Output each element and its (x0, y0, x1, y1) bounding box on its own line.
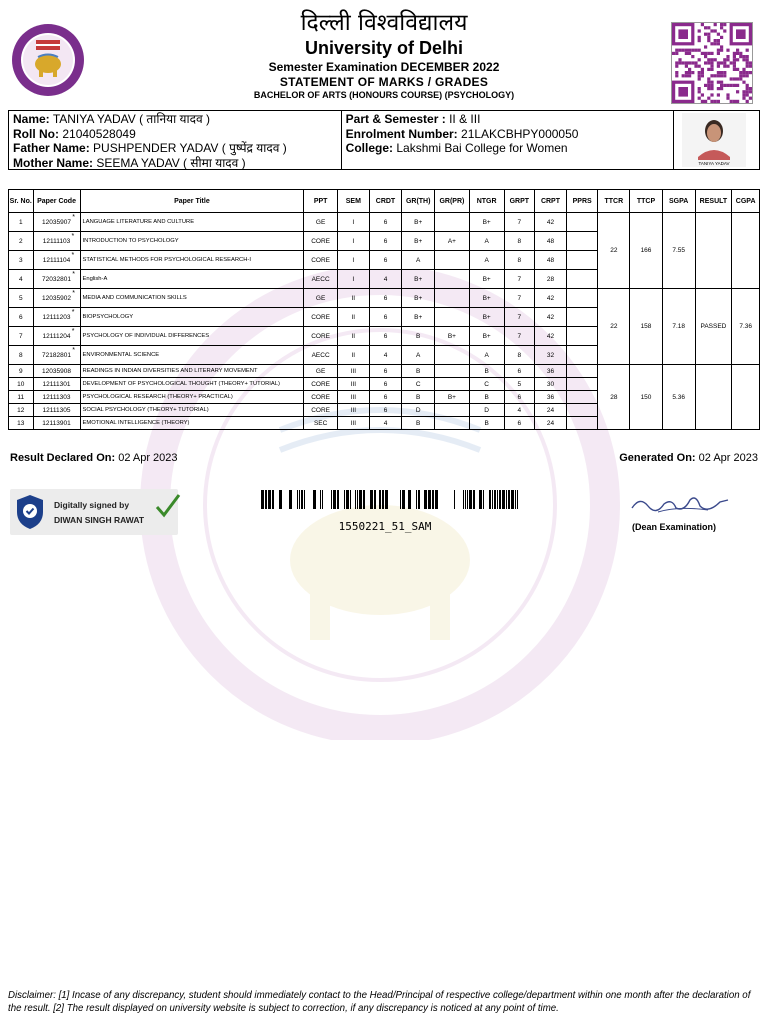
paper-code-value: 12111303 (42, 393, 71, 401)
cell-sr: 11 (9, 391, 34, 404)
student-personal-details (9, 111, 342, 169)
cell-code (33, 232, 80, 251)
cell-ppt: CORE (304, 391, 338, 404)
cell-sem: III (337, 404, 369, 417)
star-mark: * (71, 327, 75, 335)
dean-signature (628, 492, 732, 518)
paper-code-value: 12035908 (42, 367, 71, 375)
cell-grth: B+ (402, 289, 435, 308)
column-header: RESULT (695, 190, 732, 213)
cell-grpt: 8 (504, 346, 535, 365)
cell-sr: 1 (9, 213, 34, 232)
cell-sgpa: 7.55 (662, 213, 695, 289)
digitally-signed-label: Digitally signed by (54, 500, 130, 510)
column-header: TTCP (630, 190, 663, 213)
paper-code (42, 308, 75, 321)
roll-value: 21040528049 (62, 126, 136, 141)
student-academic-details (342, 111, 674, 169)
column-header: NTGR (469, 190, 504, 213)
cell-ttcp: 150 (630, 365, 663, 430)
enrol-label: Enrolment Number: (345, 126, 458, 141)
cell-sr: 3 (9, 251, 34, 270)
cell-grpt: 7 (504, 327, 535, 346)
paper-code (43, 407, 71, 414)
cell-sr: 5 (9, 289, 34, 308)
cell-code (33, 417, 80, 430)
cell-sem: II (337, 346, 369, 365)
cell-crpt: 42 (535, 289, 567, 308)
photo-caption: TANIYA YADAV (698, 161, 730, 166)
cell-grth: A (402, 346, 435, 365)
cell-code (33, 251, 80, 270)
paper-code (42, 270, 75, 283)
cell-ntgr: B+ (469, 308, 504, 327)
paper-code (42, 346, 75, 359)
cell-grpr: A+ (435, 232, 470, 251)
cell-ntgr: D (469, 404, 504, 417)
cell-ntgr: B+ (469, 327, 504, 346)
column-header: PPT (304, 190, 338, 213)
column-header: GR(PR) (435, 190, 470, 213)
paper-code (42, 213, 75, 226)
cell-crdt: 6 (369, 289, 402, 308)
college-label: College: (345, 141, 394, 155)
cell-title: STATISTICAL METHODS FOR PSYCHOLOGICAL RESEARCH-I (80, 251, 304, 270)
paper-code (42, 420, 70, 427)
cell-sem: II (337, 308, 369, 327)
cell-crdt: 6 (369, 232, 402, 251)
cell-grpr (435, 404, 470, 417)
cell-pprs (566, 391, 598, 404)
father-value: PUSHPENDER YADAV ( पुष्पेंद्र यादव ) (93, 141, 287, 155)
cell-ppt: CORE (304, 404, 338, 417)
cell-cgpa: 7.36 (732, 289, 760, 365)
cell-ttcr: 22 (598, 213, 630, 289)
paper-code (42, 327, 75, 340)
cell-sem: I (337, 213, 369, 232)
cell-grpr (435, 417, 470, 430)
cell-grpt: 6 (504, 417, 535, 430)
cell-pprs (566, 346, 598, 365)
cell-code (33, 270, 80, 289)
column-header: Paper Title (80, 190, 304, 213)
cell-pprs (566, 327, 598, 346)
cell-crpt: 48 (535, 232, 567, 251)
declared-label: Result Declared On: (10, 452, 116, 464)
cell-grpt: 7 (504, 270, 535, 289)
cell-code (33, 404, 80, 417)
paper-code (43, 381, 71, 388)
cell-grpr: B+ (435, 327, 470, 346)
cell-sem: I (337, 232, 369, 251)
digital-signature-badge (10, 489, 178, 535)
paper-code-value: 12035902 (42, 294, 71, 302)
dean-examination-label: (Dean Examination) (632, 522, 717, 532)
column-header: CRDT (369, 190, 402, 213)
table-header-row (9, 190, 760, 213)
cell-ppt: CORE (304, 251, 338, 270)
cell-grpr: B+ (435, 391, 470, 404)
photo-cell (673, 111, 759, 169)
cell-grth: D (402, 404, 435, 417)
cell-sr: 4 (9, 270, 34, 289)
star-mark: * (72, 213, 75, 221)
part-row (346, 112, 670, 127)
cell-sem: II (337, 327, 369, 346)
cell-ntgr: A (469, 251, 504, 270)
cell-code (33, 365, 80, 378)
student-photo (682, 113, 746, 167)
cell-grpt: 6 (504, 365, 535, 378)
cell-result: PASSED (695, 289, 732, 365)
cell-crpt: 42 (535, 213, 567, 232)
cell-grpt: 5 (504, 378, 535, 391)
cell-ntgr: B (469, 417, 504, 430)
cell-sr: 2 (9, 232, 34, 251)
university-hindi-name: दिल्ली विश्वविद्यालय (300, 10, 468, 36)
cell-ttcr: 28 (598, 365, 630, 430)
cell-ttcr: 22 (598, 289, 630, 365)
university-logo (10, 22, 86, 98)
cell-ntgr: B (469, 391, 504, 404)
cell-pprs (566, 289, 598, 308)
cell-grth: B (402, 391, 435, 404)
cell-ppt: AECC (304, 346, 338, 365)
verified-shield-icon (14, 493, 46, 531)
father-label: Father Name: (13, 141, 90, 155)
cell-title: English-A (80, 270, 304, 289)
college-value: Lakshmi Bai College for Women (396, 141, 568, 155)
cell-grth: B+ (402, 308, 435, 327)
qr-code (671, 22, 753, 104)
cell-grpt: 8 (504, 232, 535, 251)
paper-code (42, 289, 75, 302)
college-row (346, 141, 670, 156)
part-label: Part & Semester : (345, 112, 446, 126)
cell-sgpa: 5.36 (662, 365, 695, 430)
column-header: SGPA (662, 190, 695, 213)
table-row (9, 289, 760, 308)
cell-grpt: 7 (504, 289, 535, 308)
cell-ntgr: A (469, 232, 504, 251)
cell-crpt: 24 (535, 417, 567, 430)
cell-sem: III (337, 417, 369, 430)
star-mark: * (71, 308, 75, 316)
cell-sem: I (337, 270, 369, 289)
cell-grth: B (402, 365, 435, 378)
table-row (9, 213, 760, 232)
cell-grpr (435, 346, 470, 365)
star-mark: * (72, 346, 75, 354)
cell-ntgr: B+ (469, 289, 504, 308)
cell-code (33, 391, 80, 404)
cell-cgpa (732, 213, 760, 289)
paper-code (42, 232, 75, 245)
cell-pprs (566, 270, 598, 289)
column-header: CGPA (732, 190, 760, 213)
result-generated (619, 452, 758, 464)
paper-code-value: 12035907 (42, 218, 71, 226)
mother-row (13, 156, 337, 171)
cell-grpr (435, 378, 470, 391)
cell-crpt: 32 (535, 346, 567, 365)
cell-title: READINGS IN INDIAN DIVERSITIES AND LITERARY MOVEMENT (80, 365, 304, 378)
cell-pprs (566, 251, 598, 270)
cell-sr: 13 (9, 417, 34, 430)
cell-crpt: 30 (535, 378, 567, 391)
course-name: BACHELOR OF ARTS (HONOURS COURSE) (PSYCHOLOGY) (253, 90, 515, 100)
cell-title: ENVIRONMENTAL SCIENCE (80, 346, 304, 365)
star-mark: * (72, 289, 75, 297)
cell-crdt: 6 (369, 378, 402, 391)
cell-sr: 7 (9, 327, 34, 346)
paper-code-value: 12113901 (42, 419, 71, 427)
generated-label: Generated On: (619, 452, 696, 464)
star-mark: * (71, 232, 75, 240)
column-header: GR(TH) (402, 190, 435, 213)
paper-code-value: 12111103 (42, 237, 71, 245)
cell-ppt: GE (304, 365, 338, 378)
cell-crpt: 28 (535, 270, 567, 289)
cell-result (695, 365, 732, 430)
cell-sem: III (337, 378, 369, 391)
barcode (252, 490, 518, 509)
cell-grth: B (402, 327, 435, 346)
cell-ntgr: B+ (469, 270, 504, 289)
table-row (9, 365, 760, 378)
cell-grpr (435, 270, 470, 289)
column-header: CRPT (535, 190, 567, 213)
cell-title: EMOTIONAL INTELLIGENCE (THEORY) (80, 417, 304, 430)
cell-code (33, 213, 80, 232)
column-header: TTCR (598, 190, 630, 213)
cell-ppt: CORE (304, 308, 338, 327)
marks-table (8, 189, 760, 430)
cell-sr: 12 (9, 404, 34, 417)
cell-result (695, 213, 732, 289)
enrol-value: 21LAKCBHPY000050 (461, 126, 579, 141)
cell-grth: B+ (402, 270, 435, 289)
mother-label: Mother Name: (13, 155, 94, 170)
disclaimer: Disclaimer: [1] Incase of any discrepancy, student should immediately contact to the Head/Principal of respective college/department within one month after the declaration of the result. [2] The result displayed on university website is subject to correction, if any discrepancy is noticed at any point of time. (8, 990, 751, 1014)
cell-code (33, 378, 80, 391)
cell-grth: B (402, 417, 435, 430)
cell-code (33, 327, 80, 346)
star-mark: * (71, 251, 75, 259)
name-row (13, 112, 337, 127)
cell-sgpa: 7.18 (662, 289, 695, 365)
cell-ppt: GE (304, 213, 338, 232)
cell-title: PSYCHOLOGICAL RESEARCH (THEORY+ PRACTICAL) (80, 391, 304, 404)
cell-ttcp: 166 (630, 213, 663, 289)
paper-code-value: 12111301 (42, 380, 71, 388)
cell-ntgr: C (469, 378, 504, 391)
cell-crdt: 4 (369, 270, 402, 289)
barcode-text: 1550221_51_SAM (338, 520, 432, 533)
paper-code (42, 368, 71, 375)
cell-crpt: 42 (535, 327, 567, 346)
column-header: GRPT (504, 190, 535, 213)
cell-pprs (566, 404, 598, 417)
cell-sr: 10 (9, 378, 34, 391)
cell-crpt: 36 (535, 391, 567, 404)
cell-crdt: 4 (369, 417, 402, 430)
cell-crdt: 6 (369, 327, 402, 346)
cell-ttcp: 158 (630, 289, 663, 365)
cell-pprs (566, 213, 598, 232)
cell-crdt: 6 (369, 213, 402, 232)
cell-ppt: AECC (304, 270, 338, 289)
header-titles (150, 8, 618, 101)
cell-crdt: 6 (369, 251, 402, 270)
cell-grpr (435, 213, 470, 232)
paper-code-value: 12111104 (42, 256, 71, 264)
cell-title: LANGUAGE LITERATURE AND CULTURE (80, 213, 304, 232)
column-header: PPRS (566, 190, 598, 213)
cell-cgpa (732, 365, 760, 430)
statement-title: STATEMENT OF MARKS / GRADES (279, 75, 489, 89)
paper-code-value: 12111305 (42, 406, 71, 414)
roll-row (13, 127, 337, 142)
cell-ppt: GE (304, 289, 338, 308)
cell-grth: A (402, 251, 435, 270)
cell-ppt: CORE (304, 378, 338, 391)
cell-grth: C (402, 378, 435, 391)
cell-sr: 6 (9, 308, 34, 327)
paper-code-value: 72032801 (42, 275, 71, 283)
cell-grpt: 7 (504, 308, 535, 327)
paper-code (42, 251, 75, 264)
cell-sr: 9 (9, 365, 34, 378)
cell-pprs (566, 365, 598, 378)
cell-ntgr: B (469, 365, 504, 378)
cell-sem: I (337, 251, 369, 270)
paper-code-value: 12111203 (42, 313, 71, 321)
cell-crdt: 6 (369, 365, 402, 378)
exam-session: Semester Examination DECEMBER 2022 (268, 60, 500, 74)
cell-ppt: CORE (304, 327, 338, 346)
cell-grpr (435, 251, 470, 270)
roll-label: Roll No: (13, 126, 59, 141)
cell-title: MEDIA AND COMMUNICATION SKILLS (80, 289, 304, 308)
cell-sr: 8 (9, 346, 34, 365)
cell-sem: II (337, 289, 369, 308)
cell-ppt: SEC (304, 417, 338, 430)
cell-crpt: 36 (535, 365, 567, 378)
cell-code (33, 308, 80, 327)
university-name: University of Delhi (304, 38, 464, 58)
cell-grpt: 6 (504, 391, 535, 404)
cell-grpt: 7 (504, 213, 535, 232)
cell-code (33, 346, 80, 365)
mother-value: SEEMA YADAV ( सीमा यादव ) (96, 155, 246, 170)
signer-name: DIWAN SINGH RAWAT (54, 515, 145, 525)
name-label: Name: (13, 112, 50, 126)
cell-code (33, 289, 80, 308)
cell-pprs (566, 308, 598, 327)
cell-crdt: 6 (369, 404, 402, 417)
student-info-box (8, 110, 760, 170)
cell-ppt: CORE (304, 232, 338, 251)
paper-code-value: 12111204 (42, 332, 71, 340)
cell-pprs (566, 232, 598, 251)
star-mark: * (72, 270, 75, 278)
check-icon (153, 491, 183, 521)
part-value: II & III (449, 112, 481, 126)
cell-grpr (435, 289, 470, 308)
cell-pprs (566, 417, 598, 430)
cell-sem: III (337, 391, 369, 404)
cell-crdt: 6 (369, 308, 402, 327)
column-header: Sr. No. (9, 190, 34, 213)
enrol-row (346, 127, 670, 142)
name-value: TANIYA YADAV ( तानिया यादव ) (52, 112, 210, 126)
cell-crdt: 4 (369, 346, 402, 365)
father-row (13, 141, 337, 156)
cell-title: BIOPSYCHOLOGY (80, 308, 304, 327)
cell-grth: B+ (402, 213, 435, 232)
cell-sem: III (337, 365, 369, 378)
cell-grpt: 4 (504, 404, 535, 417)
cell-title: PSYCHOLOGY OF INDIVIDUAL DIFFERENCES (80, 327, 304, 346)
cell-crpt: 42 (535, 308, 567, 327)
cell-grth: B+ (402, 232, 435, 251)
cell-crpt: 24 (535, 404, 567, 417)
column-header: Paper Code (33, 190, 80, 213)
cell-grpt: 8 (504, 251, 535, 270)
paper-code (43, 394, 71, 401)
cell-title: DEVELOPMENT OF PSYCHOLOGICAL THOUGHT (THEORY+ TUTORIAL) (80, 378, 304, 391)
declared-value: 02 Apr 2023 (118, 452, 178, 464)
document-header (0, 8, 768, 108)
cell-crpt: 48 (535, 251, 567, 270)
cell-ntgr: A (469, 346, 504, 365)
generated-value: 02 Apr 2023 (698, 452, 758, 464)
cell-title: SOCIAL PSYCHOLOGY (THEORY+ TUTORIAL) (80, 404, 304, 417)
cell-grpr (435, 308, 470, 327)
cell-crdt: 6 (369, 391, 402, 404)
paper-code-value: 72182801 (42, 351, 71, 359)
result-declared (10, 452, 178, 464)
cell-grpr (435, 365, 470, 378)
cell-ntgr: B+ (469, 213, 504, 232)
cell-pprs (566, 378, 598, 391)
cell-title: INTRODUCTION TO PSYCHOLOGY (80, 232, 304, 251)
column-header: SEM (337, 190, 369, 213)
